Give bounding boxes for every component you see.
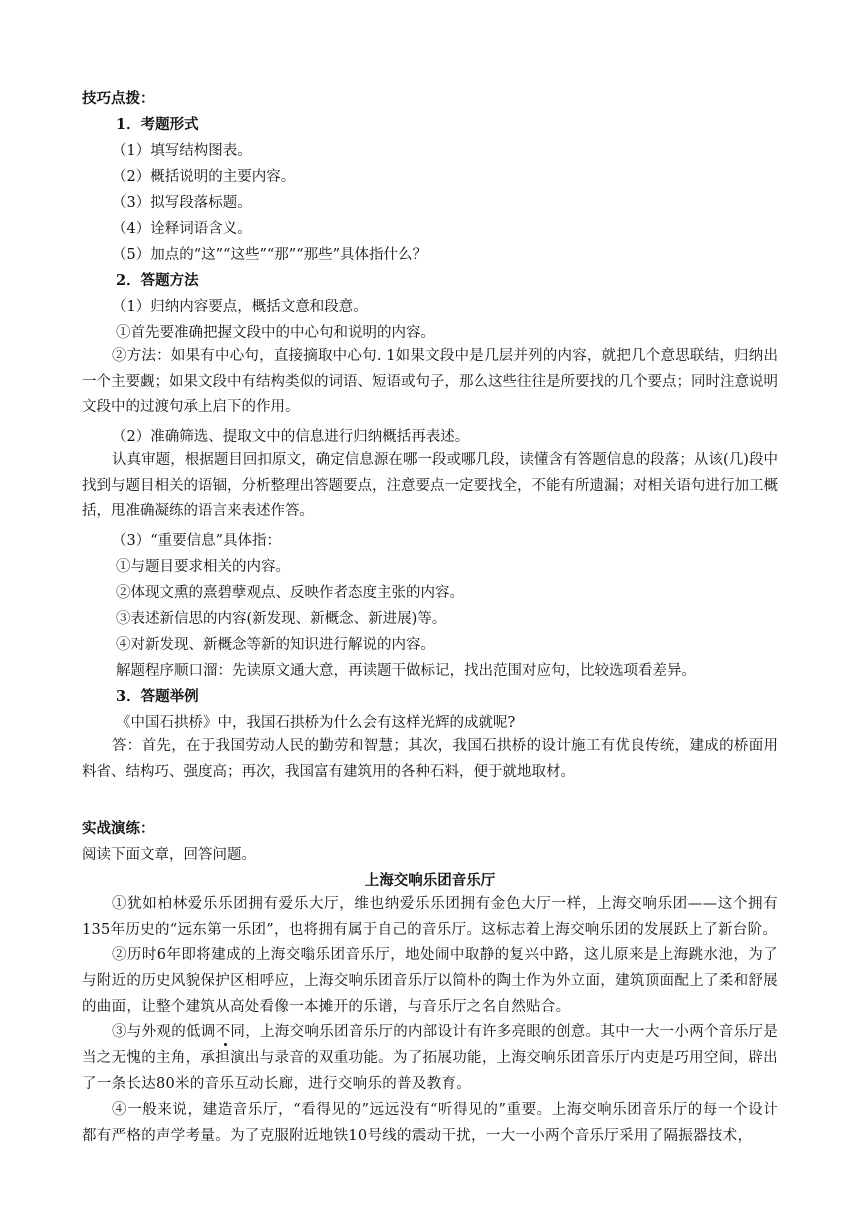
paragraph: （2）准确筛选、提取文中的信息进行归纳概括再表述。 (112, 429, 470, 445)
list-item: （5）加点的“这”“这些”“那”“那些”具体指什么？ (112, 247, 428, 263)
list-item: ③表述新信思的内容(新发现、新概念、新进展)等。 (116, 611, 447, 627)
article-title: 上海交响乐团音乐厅 (364, 872, 496, 889)
list-item: ①与题目要求相关的内容。 (116, 559, 290, 575)
list-item: ②体现文熏的熹碧孽观点、反映作者态度主张的内容。 (116, 585, 464, 601)
article-paragraph: ④一般来说，建造音乐厅，“看得见的”远远没有“听得见的”重要。上海交响乐团音乐厅的每一个设计都有严格的声学考量。为了克服附近地铁10号线的震动干扰，一大一小两个音乐厅采用了隔振器技术， (82, 1102, 778, 1144)
paragraph: （1）归纳内容要点，概括文意和段意。 (112, 299, 368, 315)
article-paragraph: ②历时6年即将建成的上海交嗡乐团音乐厅，地处闹中取静的复兴中路，这儿原来是上海跳水池，为了与附近的历史风貌保护区相呼应，上海交响乐团音乐厅以简朴的陶土作为外立面，建筑顶面配上了柔和舒展的曲面，让整个建筑从高处看像一本摊开的乐谱，与音乐厅之名自然贴合。 (82, 947, 778, 1015)
list-item: （4）诠释词语含义。 (112, 221, 252, 237)
paragraph: （3）“重要信息”具体指： (112, 533, 282, 549)
practice-heading: 实战演练： (82, 820, 155, 837)
paragraph: 《中国石拱桥》中，我国石拱桥为什么会有这样光辉的成就呢? (116, 715, 516, 731)
paragraph: 认真审题，根据题目回扣原文，确定信息源在哪一段或哪几段，读懂含有答题信息的段落；从该(几)段中找到与题目相关的语锢，分析整理出答题要点，注意要点一定要找全，不能有所遗漏；对相关语句进行加工概括，甩准确凝练的语言来表述作答。 (82, 452, 778, 519)
paragraph: 解题程序顺口溜：先读原文通大意，再读题干做标记，找出范围对应句，比较选项看差异。 (116, 663, 696, 679)
paragraph: 答：首先，在于我国劳动人民的勤劳和智慧；其次，我国石拱桥的设计施工有优良传统，建成的桥面用料省、结构巧、强度高；再次，我国富有建筑用的各种石料，便于就地取材。 (82, 738, 778, 780)
section-2-title: 2．答题方法 (116, 272, 199, 289)
practice-instruction: 阅读下面文章，回答问题。 (82, 847, 256, 863)
list-item: （1）填写结构图表。 (112, 143, 252, 159)
section-1-title: 1．考题形式 (116, 116, 199, 133)
list-item: （3）拟写段落标题。 (112, 195, 252, 211)
paragraph: ②方法：如果有中心句，直接摘取中心句. 1如果文段中是几层并列的内容，就把几个意思联结，归纳出一个主要觑；如果文段中有结构类似的词语、短语或句子，那么这些往往是所要找的几个要点；同时注意说明文段中的过渡句承上启下的作用。 (82, 348, 778, 415)
tips-heading: 技巧点拨： (82, 90, 155, 107)
article-paragraph: ③与外观的低调不同，上海交响乐团音乐厅的内部设计有许多亮眼的创意。其中一大一小两个音乐厅是当之无愧的主角，承担演出与录音的双重功能。为了拓展功能，上海交响乐团音乐厅内吏是巧用空间，辟出了一条长达80米的音乐互动长廊，进行交响乐的普及教育。 (82, 1024, 778, 1092)
list-item: （2）概括说明的主要内容。 (112, 169, 296, 185)
list-item: ④对新发现、新概念等新的知识进行解说的内容。 (116, 637, 435, 653)
paragraph: ①首先要准确把握文段中的中心句和说明的内容。 (116, 325, 435, 341)
article-paragraph: ①犹如柏林爱乐乐团拥有爱乐大厅，维也纳爱乐乐团拥有金色大厅一样，上海交响乐团——这个拥有135年历史的“远东第一乐团”，也将拥有属于自己的音乐厅。这标志着上海交响乐团的发展跃上了新台阶。 (82, 896, 778, 938)
section-3-title: 3．答题举例 (116, 688, 199, 705)
emphasis-dot-mark (224, 1043, 227, 1046)
